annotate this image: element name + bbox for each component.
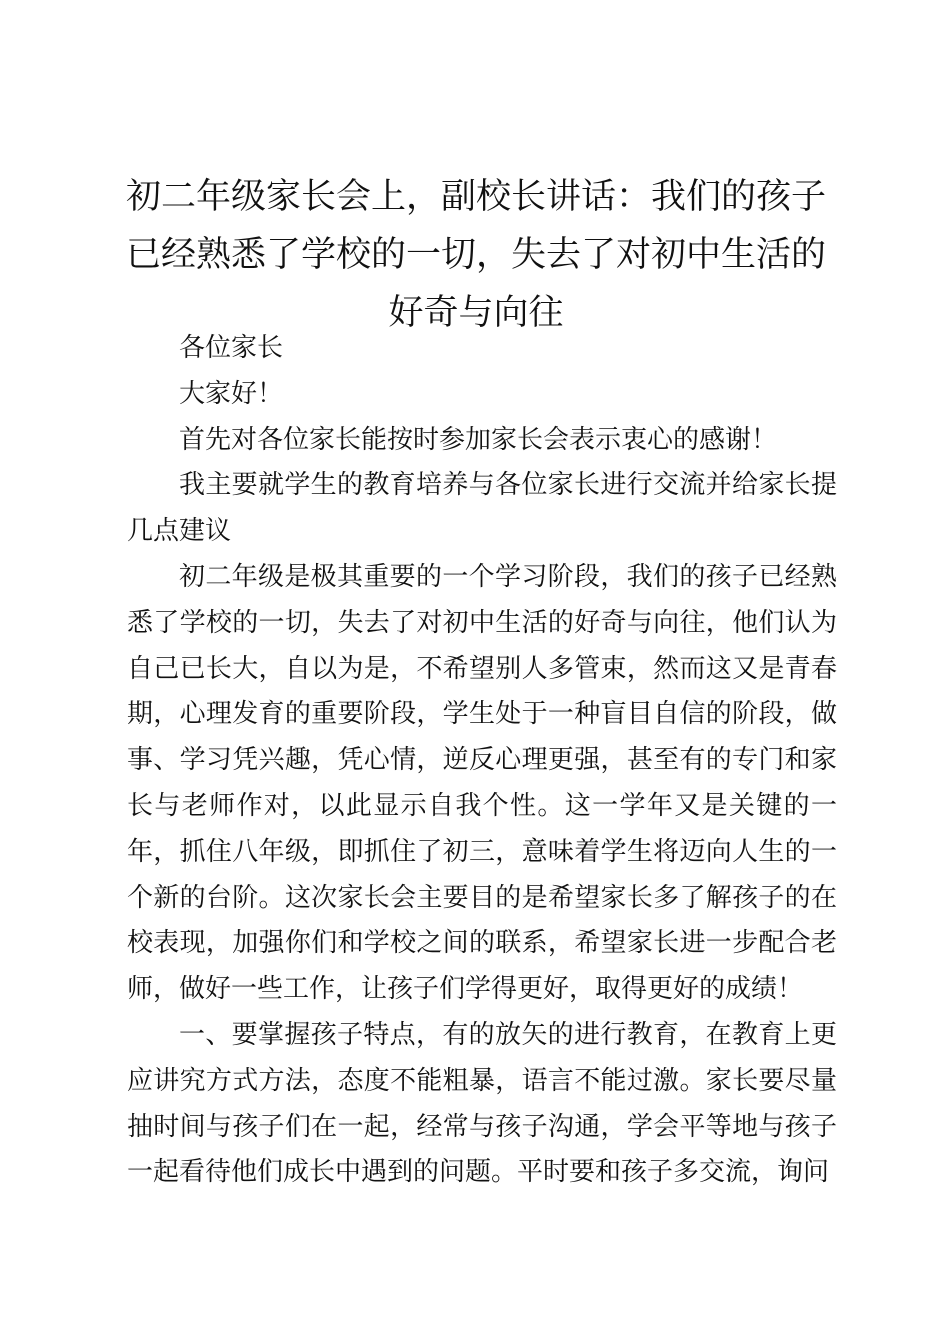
- salutation: 各位家长: [179, 333, 284, 363]
- body-paragraph: 一、要掌握孩子特点，有的放矢的进行教育，在教育上更应讲究方式方法，态度不能粗暴，语言不能过激。家长要尽量抽时间与孩子们在一起，经常与孩子沟通，学会平等地与孩子一起看待他们成长中遇到的问题。平时要和孩子多交流，询问: [127, 1019, 837, 1188]
- title-line: 好奇与向往: [388, 293, 564, 333]
- greeting: 大家好！: [179, 378, 284, 409]
- body-paragraph: 我主要就学生的教育培养与各位家长进行交流并给家长提几点建议: [127, 470, 837, 547]
- document-title: [120, 168, 832, 342]
- body-paragraph: 首先对各位家长能按时参加家长会表示衷心的感谢！: [179, 424, 778, 455]
- body-paragraph: 初二年级是极其重要的一个学习阶段，我们的孩子已经熟悉了学校的一切，失去了对初中生活的好奇与向往，他们认为自己已长大，自以为是，不希望别人多管束，然而这又是青春期，心理发育的重要阶段，学生处于一种盲目自信的阶段，做事、学习凭兴趣，凭心情，逆反心理更强，甚至有的专门和家长与老师作对，以此显示自我个性。这一学年又是关键的一年，抓住八年级，即抓住了初三，意味着学生将迈向人生的一个新的台阶。这次家长会主要目的是希望家长多了解孩子的在校表现，加强你们和学校之间的联系，希望家长进一步配合老师，做好一些工作，让孩子们学得更好，取得更好的成绩！: [127, 561, 837, 1005]
- title-line: 初二年级家长会上，副校长讲话：我们的孩子: [125, 177, 826, 217]
- document-body: [127, 326, 837, 1196]
- title-line: 已经熟悉了学校的一切，失去了对初中生活的: [125, 235, 826, 275]
